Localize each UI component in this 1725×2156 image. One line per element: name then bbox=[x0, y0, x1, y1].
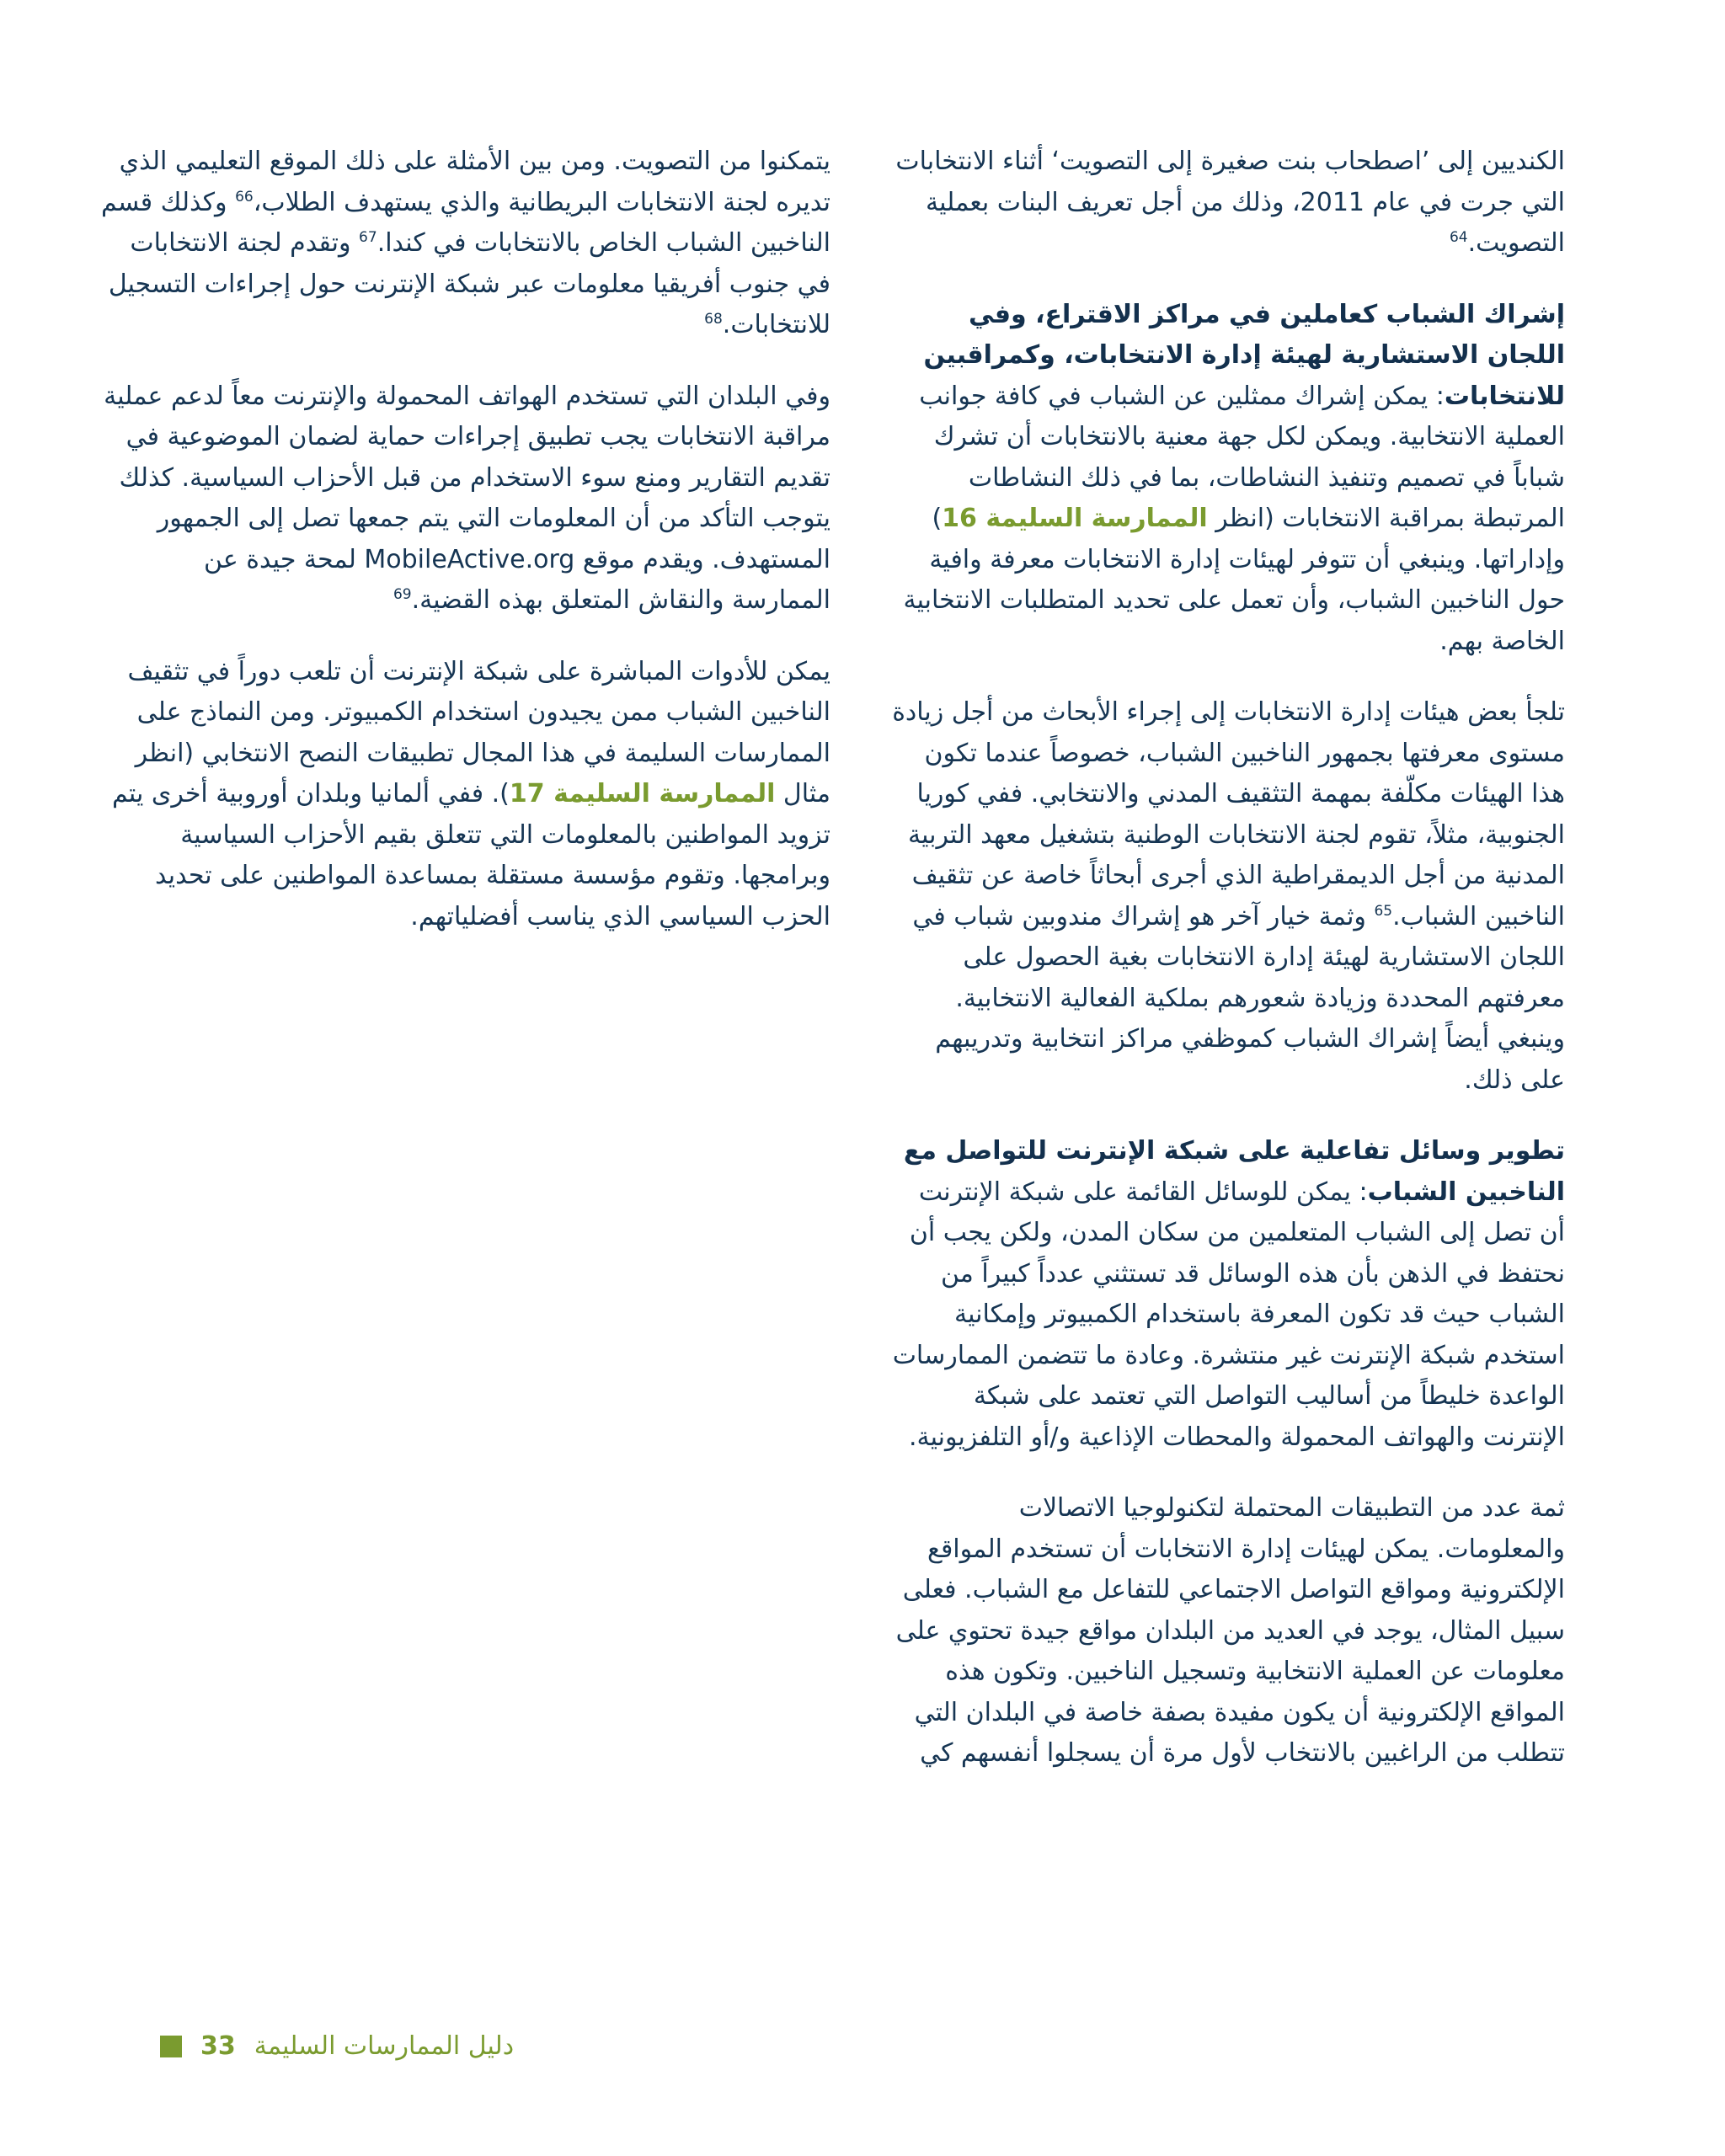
paragraph-examples bbox=[98, 141, 830, 346]
footnote-ref[interactable]: 67 bbox=[359, 229, 377, 246]
footnote-ref[interactable]: 64 bbox=[1449, 229, 1468, 246]
paragraph-text: وتقدم لجنة الانتخابات في جنوب أفريقيا معلومات عبر شبكة الإنترنت حول إجراءات التسجيل للانتخابات. bbox=[108, 228, 830, 339]
footnote-ref[interactable]: 65 bbox=[1374, 902, 1393, 920]
page-number: 33 bbox=[200, 2031, 236, 2061]
paragraph-text: : يمكن إشراك ممثلين عن الشباب في كافة جوانب العملية الانتخابية. ويمكن لكل جهة معنية بالانتخابات أن تشرك شباباً في تصميم وتنفيذ النشاطات، بما في ذلك النشاطات المرتبطة بمراقبة الانتخابات (انظر bbox=[919, 381, 1565, 533]
page-footer bbox=[160, 2031, 514, 2061]
paragraph-ict-applications bbox=[891, 1488, 1565, 1774]
footnote-ref[interactable]: 69 bbox=[393, 586, 412, 603]
good-practice-link[interactable]: الممارسة السليمة 17 bbox=[509, 779, 776, 808]
paragraph-heading: إشراك الشباب كعاملين في مراكز الاقتراع، وفي اللجان الاستشارية لهيئة إدارة الانتخابات، وكمراقبين للانتخابات bbox=[923, 299, 1565, 411]
footnote-ref[interactable]: 68 bbox=[704, 311, 723, 328]
footer-square-icon bbox=[160, 2036, 182, 2057]
paragraph-text: وفي البلدان التي تستخدم الهواتف المحمولة والإنترنت معاً لدعم عملية مراقبة الانتخابات يجب تطبيق إجراءات حماية لضمان الموضوعية في تقديم التقارير ومنع سوء الاستخدام من قبل الأحزاب السياسية. كذلك يتوجب التأكد من أن المعلومات التي يتم جمعها تصل إلى الجمهور المستهدف. ويقدم موقع MobileActive.org لمحة جيدة عن الممارسة والنقاش المتعلق بهذه القضية. bbox=[104, 381, 830, 615]
paragraph-text: تلجأ بعض هيئات إدارة الانتخابات إلى إجراء الأبحاث من أجل زيادة مستوى معرفتها بجمهور الناخبين الشباب، خصوصاً عندما تكون هذا الهيئات مكلّفة بمهمة التثقيف المدني والانتخابي. ففي كوريا الجنوبية، مثلاً، تقوم لجنة الانتخابات الوطنية بتشغيل معهد التربية المدنية من أجل الديمقراطية الذي أجرى أبحاثاً خاصة عن تثقيف الناخبين الشباب. bbox=[892, 697, 1565, 931]
paragraph-voting-advice bbox=[98, 652, 830, 938]
right-column bbox=[891, 141, 1565, 1805]
paragraph-text: ثمة عدد من التطبيقات المحتملة لتكنولوجيا الاتصالات والمعلومات. يمكن لهيئات إدارة الانتخابات أن تستخدم المواقع الإلكترونية ومواقع التواصل الاجتماعي للتفاعل مع الشباب. فعلى سبيل المثال، يوجد في العديد من البلدان مواقع جيدة تحتوي على معلومات عن العملية الانتخابية وتسجيل الناخبين. وتكون هذه المواقع الإلكترونية أن يكون مفيدة بصفة خاصة في البلدان التي تتطلب من الراغبين بالانتخاب لأول مرة أن يسجلوا أنفسهم كي bbox=[895, 1493, 1565, 1768]
paragraph-research bbox=[891, 692, 1565, 1101]
paragraph-girl-to-vote bbox=[891, 141, 1565, 264]
paragraph-youth-workers bbox=[891, 295, 1565, 663]
paragraph-text: وثمة خيار آخر هو إشراك مندوبين شباب في اللجان الاستشارية لهيئة إدارة الانتخابات بغية الحصول على معرفتهم المحددة وزيادة شعورهم بملكية الفعالية الانتخابية. وينبغي أيضاً إشراك الشباب كموظفي مراكز انتخابية وتدريبهم على ذلك. bbox=[912, 901, 1565, 1095]
footnote-ref[interactable]: 66 bbox=[235, 188, 254, 205]
left-column bbox=[98, 141, 830, 968]
paragraph-text: وكذلك قسم الناخبين الشباب الخاص بالانتخابات في كندا. bbox=[100, 187, 830, 258]
paragraph-mobile-monitoring bbox=[98, 376, 830, 622]
paragraph-online-tools bbox=[891, 1131, 1565, 1458]
paragraph-text: يتمكنوا من التصويت. ومن بين الأمثلة على ذلك الموقع التعليمي الذي تديره لجنة الانتخابات البريطانية والذي يستهدف الطلاب، bbox=[119, 147, 830, 217]
paragraph-heading: تطوير وسائل تفاعلية على شبكة الإنترنت للتواصل مع الناخبين الشباب bbox=[903, 1136, 1565, 1207]
paragraph-text: يمكن للأدوات المباشرة على شبكة الإنترنت أن تلعب دوراً في تثقيف الناخبين الشباب ممن يجيدون استخدام الكمبيوتر. ومن النماذج على الممارسات السليمة في هذا المجال تطبيقات النصح الانتخابي (انظر مثال bbox=[127, 656, 830, 808]
footer-title: دليل الممارسات السليمة bbox=[254, 2031, 515, 2061]
paragraph-text: : يمكن للوسائل القائمة على شبكة الإنترنت أن تصل إلى الشباب المتعلمين من سكان المدن، ولكن يجب أن نحتفظ في الذهن بأن هذه الوسائل قد تستثني عدداً كبيراً من الشباب حيث قد تكون المعرفة باستخدام الكمبيوتر وإمكانية استخدم شبكة الإنترنت غير منتشرة. وعادة ما تتضمن الممارسات الواعدة خليطاً من أساليب التواصل التي تعتمد على شبكة الإنترنت والهواتف المحمولة والمحطات الإذاعية و/أو التلفزيونية. bbox=[892, 1177, 1565, 1452]
good-practice-link[interactable]: الممارسة السليمة 16 bbox=[942, 504, 1208, 533]
paragraph-text: ) وإداراتها. وينبغي أن تتوفر لهيئات إدارة الانتخابات معرفة وافية حول الناخبين الشباب، وأن تعمل على تحديد المتطلبات الانتخابية الخاصة بهم. bbox=[903, 504, 1565, 656]
paragraph-text: الكنديين إلى ’اصطحاب بنت صغيرة إلى التصويت‘ أثناء الانتخابات التي جرت في عام 2011، وذلك من أجل تعريف البنات بعملية التصويت. bbox=[895, 147, 1565, 258]
paragraph-text: ). ففي ألمانيا وبلدان أوروبية أخرى يتم تزويد المواطنين بالمعلومات التي تتعلق بقيم الأحزاب السياسية وبرامجها. وتقوم مؤسسة مستقلة بمساعدة المواطنين على تحديد الحزب السياسي الذي يناسب أفضلياتهم. bbox=[111, 779, 830, 931]
